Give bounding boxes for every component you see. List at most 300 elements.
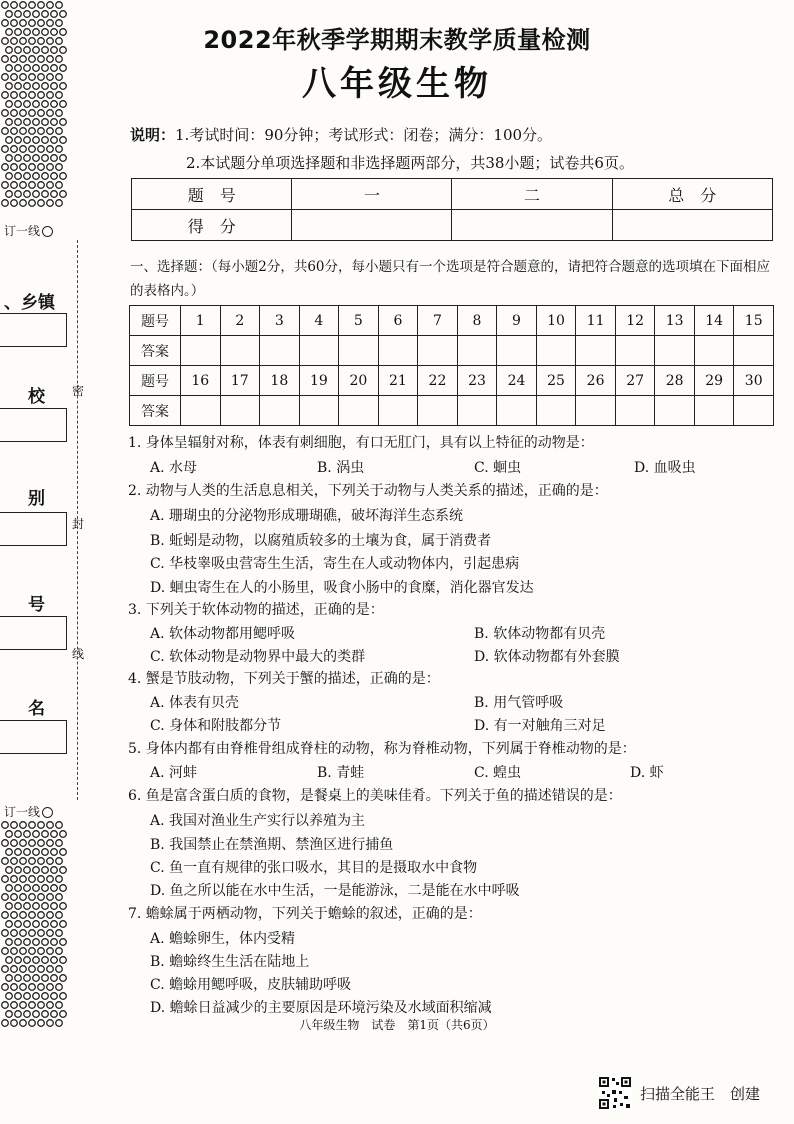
field-label-class: 别	[28, 489, 45, 509]
bubble-mark	[24, 921, 31, 928]
question-option: A. 体表有贝壳	[150, 695, 240, 711]
answer-cell[interactable]	[181, 336, 221, 366]
question-number-cell: 15	[734, 306, 774, 336]
field-box-name[interactable]	[0, 720, 67, 754]
bubble-grid-bottom	[0, 820, 74, 1035]
bubble-mark	[42, 191, 49, 198]
bubble-mark	[60, 885, 67, 892]
bubble-mark	[51, 921, 58, 928]
bubble-mark	[15, 993, 22, 1000]
bubble-mark	[38, 146, 45, 153]
bubble-mark	[15, 191, 22, 198]
bubble-mark	[56, 128, 63, 135]
bubble-mark	[38, 1002, 45, 1009]
question-option: C. 华枝睾吸虫营寄生生活，寄生在人或动物体内，引起患病	[150, 556, 520, 572]
answer-cell[interactable]	[655, 336, 695, 366]
bubble-mark	[51, 993, 58, 1000]
score-header-total: 总 分	[612, 179, 772, 210]
bubble-mark	[51, 867, 58, 874]
bubble-mark	[38, 966, 45, 973]
question-option: B. 我国禁止在禁渔期、禁渔区进行捕鱼	[150, 837, 394, 853]
bubble-mark	[60, 903, 67, 910]
bubble-mark	[56, 146, 63, 153]
bubble-mark	[2, 110, 9, 117]
answer-cell[interactable]	[260, 396, 300, 426]
bubble-mark	[24, 191, 31, 198]
bubble-mark	[24, 939, 31, 946]
bubble-mark	[29, 876, 36, 883]
question-number-cell: 28	[655, 366, 695, 396]
bubble-mark	[2, 128, 9, 135]
question-option: A. 河蚌	[150, 765, 198, 781]
bubble-mark	[2, 200, 9, 207]
question-option: A. 我国对渔业生产实行以养殖为主	[150, 813, 366, 829]
bubble-mark	[11, 128, 18, 135]
bubble-mark	[51, 975, 58, 982]
answer-cell[interactable]	[378, 396, 418, 426]
bubble-mark	[24, 137, 31, 144]
question-option: C. 蛔虫	[474, 460, 522, 476]
answer-cell[interactable]	[457, 396, 497, 426]
answer-row-label: 答案	[130, 336, 181, 366]
bubble-mark	[56, 182, 63, 189]
bubble-mark	[42, 849, 49, 856]
bubble-mark	[6, 173, 13, 180]
bubble-mark	[47, 164, 54, 171]
bubble-mark	[38, 182, 45, 189]
field-label-town: 、乡镇	[4, 293, 55, 313]
answer-cell[interactable]	[655, 396, 695, 426]
answer-cell[interactable]	[576, 336, 616, 366]
bubble-mark	[24, 993, 31, 1000]
answer-cell[interactable]	[615, 336, 655, 366]
bubble-mark	[56, 200, 63, 207]
bubble-mark	[11, 822, 18, 829]
bubble-mark	[56, 894, 63, 901]
bubble-mark	[11, 984, 18, 991]
bubble-mark	[20, 2, 27, 9]
bubble-mark	[51, 939, 58, 946]
bubble-mark	[56, 840, 63, 847]
answer-cell[interactable]	[339, 396, 379, 426]
bubble-mark	[56, 930, 63, 937]
bubble-mark	[60, 993, 67, 1000]
bubble-mark	[60, 831, 67, 838]
scanner-watermark: 扫描全能王 创建	[640, 1085, 761, 1103]
bubble-mark	[42, 921, 49, 928]
note-line-2: 2.本试题分单项选择题和非选择题两部分，共38小题；试卷共6页。	[186, 154, 634, 172]
bubble-mark	[11, 858, 18, 865]
bubble-mark	[15, 867, 22, 874]
bubble-mark	[20, 966, 27, 973]
bubble-mark	[24, 173, 31, 180]
bubble-mark	[29, 822, 36, 829]
bubble-mark	[20, 146, 27, 153]
question-stem: 3. 下列关于软体动物的描述，正确的是：	[128, 602, 384, 618]
bubble-mark	[6, 849, 13, 856]
bubble-mark	[33, 155, 40, 162]
bubble-mark	[11, 1002, 18, 1009]
question-number-cell: 17	[220, 366, 260, 396]
answer-cell[interactable]	[536, 336, 576, 366]
bubble-mark	[60, 867, 67, 874]
question-number-cell: 3	[260, 306, 300, 336]
bubble-mark	[42, 119, 49, 126]
field-box-number[interactable]	[0, 616, 67, 650]
bubble-mark	[20, 876, 27, 883]
bubble-mark	[11, 948, 18, 955]
bubble-mark	[51, 173, 58, 180]
bubble-mark	[2, 164, 9, 171]
bubble-mark	[42, 867, 49, 874]
bubble-mark	[33, 173, 40, 180]
bubble-mark	[15, 849, 22, 856]
bubble-mark	[11, 930, 18, 937]
bubble-mark	[24, 831, 31, 838]
bubble-mark	[51, 137, 58, 144]
question-number-cell: 26	[576, 366, 616, 396]
bubble-mark	[33, 11, 40, 18]
bubble-mark	[24, 867, 31, 874]
bubble-mark	[6, 11, 13, 18]
bubble-mark	[24, 11, 31, 18]
bubble-mark	[51, 957, 58, 964]
answer-cell[interactable]	[260, 336, 300, 366]
bubble-mark	[29, 912, 36, 919]
bubble-mark	[2, 894, 9, 901]
score-header-number: 题 号	[132, 179, 292, 210]
bubble-mark	[60, 921, 67, 928]
score-cell-total[interactable]	[612, 210, 772, 241]
bubble-mark	[6, 903, 13, 910]
answer-row-label: 答案	[130, 396, 181, 426]
bubble-mark	[33, 831, 40, 838]
question-number-cell: 9	[497, 306, 537, 336]
bubble-mark	[11, 2, 18, 9]
bubble-mark	[15, 885, 22, 892]
question-option: A. 水母	[150, 460, 198, 476]
bubble-mark	[29, 894, 36, 901]
answer-cell[interactable]	[299, 396, 339, 426]
note-line-1: 说明：1.考试时间：90分钟；考试形式：闭卷；满分：100分。	[130, 126, 553, 144]
question-option: D. 软体动物都有外套膜	[474, 649, 620, 665]
question-number-cell: 13	[655, 306, 695, 336]
bubble-mark	[20, 984, 27, 991]
bubble-mark	[38, 930, 45, 937]
bubble-mark	[51, 885, 58, 892]
bubble-mark	[15, 11, 22, 18]
bubble-mark	[42, 939, 49, 946]
bubble-mark	[6, 957, 13, 964]
question-option: D. 有一对触角三对足	[474, 718, 606, 734]
score-table	[131, 178, 773, 241]
question-number-cell: 12	[615, 306, 655, 336]
bubble-mark	[29, 2, 36, 9]
question-number-cell: 10	[536, 306, 576, 336]
question-number-cell: 7	[418, 306, 458, 336]
question-number-cell: 5	[339, 306, 379, 336]
question-option: D. 血吸虫	[634, 460, 696, 476]
bubble-mark	[20, 110, 27, 117]
question-option: D. 虾	[630, 765, 664, 781]
bubble-mark	[2, 822, 9, 829]
bubble-mark	[60, 849, 67, 856]
bubble-mark	[56, 1002, 63, 1009]
bubble-mark	[38, 110, 45, 117]
question-option: C. 身体和附肢都分节	[150, 718, 282, 734]
bubble-mark	[56, 164, 63, 171]
answer-cell[interactable]	[497, 336, 537, 366]
answer-cell[interactable]	[418, 396, 458, 426]
question-option: D. 蟾蜍日益减少的主要原因是环境污染及水域面积缩减	[150, 1000, 492, 1016]
question-number-cell: 2	[220, 306, 260, 336]
bubble-mark	[15, 903, 22, 910]
answer-cell[interactable]	[734, 336, 774, 366]
bubble-mark	[20, 948, 27, 955]
bubble-mark	[29, 1002, 36, 1009]
section1-heading: 一、选择题：（每小题2分，共60分，每小题只有一个选项是符合题意的，请把符合题意的选项填在下面相应的表格内。）	[130, 259, 771, 299]
bubble-mark	[47, 876, 54, 883]
bubble-mark	[47, 984, 54, 991]
bubble-mark	[6, 155, 13, 162]
question-number-cell: 19	[299, 366, 339, 396]
bubble-mark	[2, 146, 9, 153]
answer-cell[interactable]	[299, 336, 339, 366]
bubble-mark	[2, 182, 9, 189]
answer-cell[interactable]	[536, 396, 576, 426]
question-option: B. 涡虫	[317, 460, 365, 476]
question-option: B. 蟾蜍终生生活在陆地上	[150, 954, 310, 970]
answer-cell[interactable]	[220, 336, 260, 366]
bubble-mark	[33, 867, 40, 874]
bubble-mark	[11, 876, 18, 883]
bubble-mark	[20, 182, 27, 189]
bubble-mark	[33, 993, 40, 1000]
bubble-mark	[56, 876, 63, 883]
question-number-cell: 21	[378, 366, 418, 396]
bubble-mark	[42, 173, 49, 180]
bubble-mark	[60, 11, 67, 18]
question-stem: 6. 鱼是富含蛋白质的食物，是餐桌上的美味佳肴。下列关于鱼的描述错误的是：	[128, 788, 622, 804]
question-number-cell: 30	[734, 366, 774, 396]
answer-cell[interactable]	[457, 336, 497, 366]
bubble-mark	[15, 939, 22, 946]
bubble-mark	[51, 191, 58, 198]
bubble-mark	[47, 912, 54, 919]
bubble-mark	[33, 957, 40, 964]
answer-cell[interactable]	[694, 396, 734, 426]
answer-cell[interactable]	[497, 396, 537, 426]
cut-line-top: 订一线	[4, 222, 53, 239]
exam-title: 2022年秋季学期期末教学质量检测	[203, 26, 591, 54]
bubble-mark	[51, 155, 58, 162]
bubble-mark	[29, 182, 36, 189]
bubble-mark	[6, 885, 13, 892]
question-option: A. 蟾蜍卵生，体内受精	[150, 931, 296, 947]
bubble-mark	[51, 903, 58, 910]
bubble-mark	[51, 849, 58, 856]
bubble-mark	[47, 200, 54, 207]
bubble-mark	[60, 975, 67, 982]
question-stem: 5. 身体内都有由脊椎骨组成脊柱的动物，称为脊椎动物，下列属于脊椎动物的是：	[128, 741, 636, 757]
bubble-mark	[24, 885, 31, 892]
question-number-cell: 23	[457, 366, 497, 396]
score-label: 得 分	[132, 210, 292, 241]
bubble-mark	[6, 867, 13, 874]
bubble-mark	[47, 840, 54, 847]
field-label-number: 号	[28, 595, 45, 615]
bubble-mark	[2, 1002, 9, 1009]
answer-cell[interactable]	[615, 396, 655, 426]
score-header-part1: 一	[292, 179, 452, 210]
question-number-cell: 1	[181, 306, 221, 336]
bubble-mark	[47, 128, 54, 135]
bubble-mark	[47, 110, 54, 117]
answer-cell[interactable]	[220, 396, 260, 426]
bubble-mark	[15, 137, 22, 144]
bubble-mark	[47, 966, 54, 973]
bubble-mark	[29, 948, 36, 955]
question-number-cell: 22	[418, 366, 458, 396]
question-number-row-label: 题号	[130, 366, 181, 396]
bubble-mark	[33, 137, 40, 144]
question-stem: 7. 蟾蜍属于两栖动物，下列关于蟾蜍的叙述，正确的是：	[128, 906, 482, 922]
field-box-town[interactable]	[0, 313, 67, 347]
bubble-mark	[38, 858, 45, 865]
bubble-mark	[47, 146, 54, 153]
bubble-mark	[60, 939, 67, 946]
bubble-mark	[24, 119, 31, 126]
answer-cell[interactable]	[576, 396, 616, 426]
bubble-mark	[20, 128, 27, 135]
bubble-mark	[33, 885, 40, 892]
bubble-mark	[38, 894, 45, 901]
bubble-mark	[42, 993, 49, 1000]
bubble-mark	[11, 146, 18, 153]
field-box-class[interactable]	[0, 512, 67, 546]
bubble-mark	[38, 912, 45, 919]
bubble-mark	[29, 146, 36, 153]
score-cell-part2[interactable]	[452, 210, 612, 241]
answer-cell[interactable]	[181, 396, 221, 426]
answer-table	[129, 305, 774, 426]
question-option: B. 青蛙	[317, 765, 365, 781]
bubble-mark	[2, 858, 9, 865]
bubble-mark	[38, 948, 45, 955]
question-option: C. 鱼一直有规律的张口吸水，其目的是摄取水中食物	[150, 860, 478, 876]
question-option: C. 软体动物是动物界中最大的类群	[150, 649, 366, 665]
bubble-mark	[42, 975, 49, 982]
bubble-mark	[42, 903, 49, 910]
bubble-mark	[15, 957, 22, 964]
bubble-mark	[15, 975, 22, 982]
bubble-mark	[24, 957, 31, 964]
bubble-mark	[20, 822, 27, 829]
bubble-mark	[29, 164, 36, 171]
bubble-mark	[29, 930, 36, 937]
bubble-mark	[47, 822, 54, 829]
question-number-cell: 6	[378, 306, 418, 336]
bubble-mark	[38, 2, 45, 9]
bubble-mark	[6, 993, 13, 1000]
page-footer: 八年级生物 试卷 第1页（共6页）	[299, 1018, 495, 1032]
bubble-mark	[6, 119, 13, 126]
seal-char-feng: 封	[72, 517, 85, 531]
bubble-mark	[47, 1002, 54, 1009]
bubble-mark	[33, 921, 40, 928]
question-option: A. 珊瑚虫的分泌物形成珊瑚礁，破坏海洋生态系统	[150, 508, 464, 524]
bubble-mark	[60, 957, 67, 964]
question-option: D. 鱼之所以能在水中生活，一是能游泳，二是能在水中呼吸	[150, 883, 520, 899]
bubble-mark	[60, 119, 67, 126]
bubble-mark	[38, 984, 45, 991]
exam-subject: 八年级生物	[302, 64, 492, 104]
bubble-mark	[2, 840, 9, 847]
question-number-cell: 14	[694, 306, 734, 336]
bubble-mark	[38, 164, 45, 171]
bubble-mark	[38, 840, 45, 847]
bubble-mark	[51, 119, 58, 126]
question-number-cell: 20	[339, 366, 379, 396]
bubble-mark	[2, 912, 9, 919]
question-number-cell: 24	[497, 366, 537, 396]
bubble-mark	[60, 137, 67, 144]
bubble-mark	[29, 984, 36, 991]
answer-cell[interactable]	[339, 336, 379, 366]
bubble-mark	[20, 894, 27, 901]
bubble-mark	[38, 128, 45, 135]
answer-cell[interactable]	[418, 336, 458, 366]
bubble-mark	[47, 894, 54, 901]
answer-cell[interactable]	[378, 336, 418, 366]
question-number-cell: 25	[536, 366, 576, 396]
bubble-mark	[20, 840, 27, 847]
answer-cell[interactable]	[694, 336, 734, 366]
bubble-mark	[11, 894, 18, 901]
bubble-mark	[33, 119, 40, 126]
bubble-mark	[20, 912, 27, 919]
bubble-mark	[42, 11, 49, 18]
bubble-mark	[11, 966, 18, 973]
bubble-mark	[51, 831, 58, 838]
bubble-mark	[56, 822, 63, 829]
field-box-school[interactable]	[0, 408, 67, 442]
answer-cell[interactable]	[734, 396, 774, 426]
bubble-mark	[56, 912, 63, 919]
question-option: D. 蛔虫寄生在人的小肠里，吸食小肠中的食糜，消化器官发达	[150, 580, 534, 596]
bubble-mark	[29, 966, 36, 973]
bubble-mark	[6, 939, 13, 946]
question-option: B. 软体动物都有贝壳	[474, 626, 606, 642]
bubble-mark	[56, 110, 63, 117]
question-number-cell: 8	[457, 306, 497, 336]
bubble-mark	[47, 182, 54, 189]
bubble-mark	[20, 1002, 27, 1009]
bubble-mark	[6, 921, 13, 928]
bubble-mark	[24, 903, 31, 910]
cut-line-bottom: 订一线	[4, 803, 53, 820]
bubble-mark	[29, 128, 36, 135]
score-cell-part1[interactable]	[292, 210, 452, 241]
bubble-mark	[11, 164, 18, 171]
bubble-mark	[56, 984, 63, 991]
question-stem: 2. 动物与人类的生活息息相关，下列关于动物与人类关系的描述，正确的是：	[128, 483, 608, 499]
bubble-mark	[20, 200, 27, 207]
bubble-mark	[11, 182, 18, 189]
bubble-mark	[6, 975, 13, 982]
question-number-cell: 16	[181, 366, 221, 396]
seal-char-xian: 线	[72, 647, 85, 661]
